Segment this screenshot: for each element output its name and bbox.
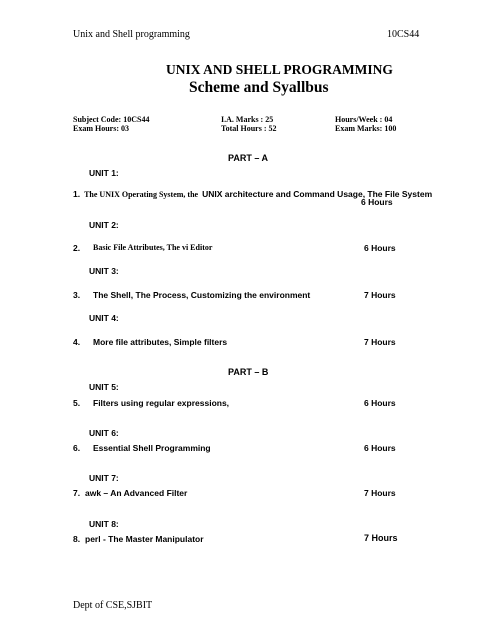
unit-3-number: 3. — [73, 290, 81, 300]
unit-4-label: UNIT 4: — [89, 313, 119, 323]
unit-1-topics-serif: The UNIX Operating System, the — [84, 190, 199, 199]
ia-marks: I.A. Marks : 25 — [221, 115, 274, 124]
running-header-title: Unix and Shell programming — [73, 29, 190, 40]
unit-1-number: 1. — [73, 189, 81, 199]
unit-8-hours: 7 Hours — [364, 533, 398, 543]
unit-2-hours: 6 Hours — [364, 243, 396, 253]
unit-7-topics: awk – An Advanced Filter — [85, 488, 188, 498]
unit-2-number: 2. — [73, 243, 81, 253]
unit-5-label: UNIT 5: — [89, 382, 119, 392]
unit-2-topics: Basic File Attributes, The vi Editor — [93, 243, 213, 252]
unit-6-hours: 6 Hours — [364, 443, 396, 453]
subject-code: Subject Code: 10CS44 — [73, 115, 150, 124]
running-header-code: 10CS44 — [387, 29, 420, 40]
part-a-heading: PART – A — [228, 153, 269, 163]
unit-1-label: UNIT 1: — [89, 168, 119, 178]
unit-6-number: 6. — [73, 443, 81, 453]
document-title: UNIX AND SHELL PROGRAMMING — [166, 62, 393, 77]
unit-3-label: UNIT 3: — [89, 266, 119, 276]
unit-7-number: 7. — [73, 488, 81, 498]
unit-8-topics: perl - The Master Manipulator — [85, 534, 204, 544]
unit-6-label: UNIT 6: — [89, 428, 119, 438]
document-subtitle: Scheme and Syallbus — [189, 79, 329, 96]
unit-4-number: 4. — [73, 337, 81, 347]
unit-8-number: 8. — [73, 534, 81, 544]
unit-4-topics: More file attributes, Simple filters — [93, 337, 228, 347]
unit-1-hours: 6 Hours — [361, 197, 393, 207]
unit-1-topics-sans: UNIX architecture and Command Usage, The File System — [202, 189, 433, 199]
unit-6-topics: Essential Shell Programming — [93, 443, 211, 453]
unit-8-label: UNIT 8: — [89, 519, 119, 529]
unit-3-hours: 7 Hours — [364, 290, 396, 300]
footer-department: Dept of CSE,SJBIT — [73, 600, 153, 611]
hours-per-week: Hours/Week : 04 — [335, 115, 393, 124]
exam-marks: Exam Marks: 100 — [335, 124, 397, 133]
unit-3-topics: The Shell, The Process, Customizing the environment — [93, 290, 311, 300]
unit-5-topics: Filters using regular expressions, — [93, 398, 230, 408]
unit-5-hours: 6 Hours — [364, 398, 396, 408]
unit-5-number: 5. — [73, 398, 81, 408]
unit-2-label: UNIT 2: — [89, 220, 119, 230]
unit-7-hours: 7 Hours — [364, 488, 396, 498]
unit-7-label: UNIT 7: — [89, 473, 119, 483]
exam-hours: Exam Hours: 03 — [73, 124, 129, 133]
total-hours: Total Hours : 52 — [221, 124, 277, 133]
part-b-heading: PART – B — [228, 367, 269, 377]
unit-4-hours: 7 Hours — [364, 337, 396, 347]
